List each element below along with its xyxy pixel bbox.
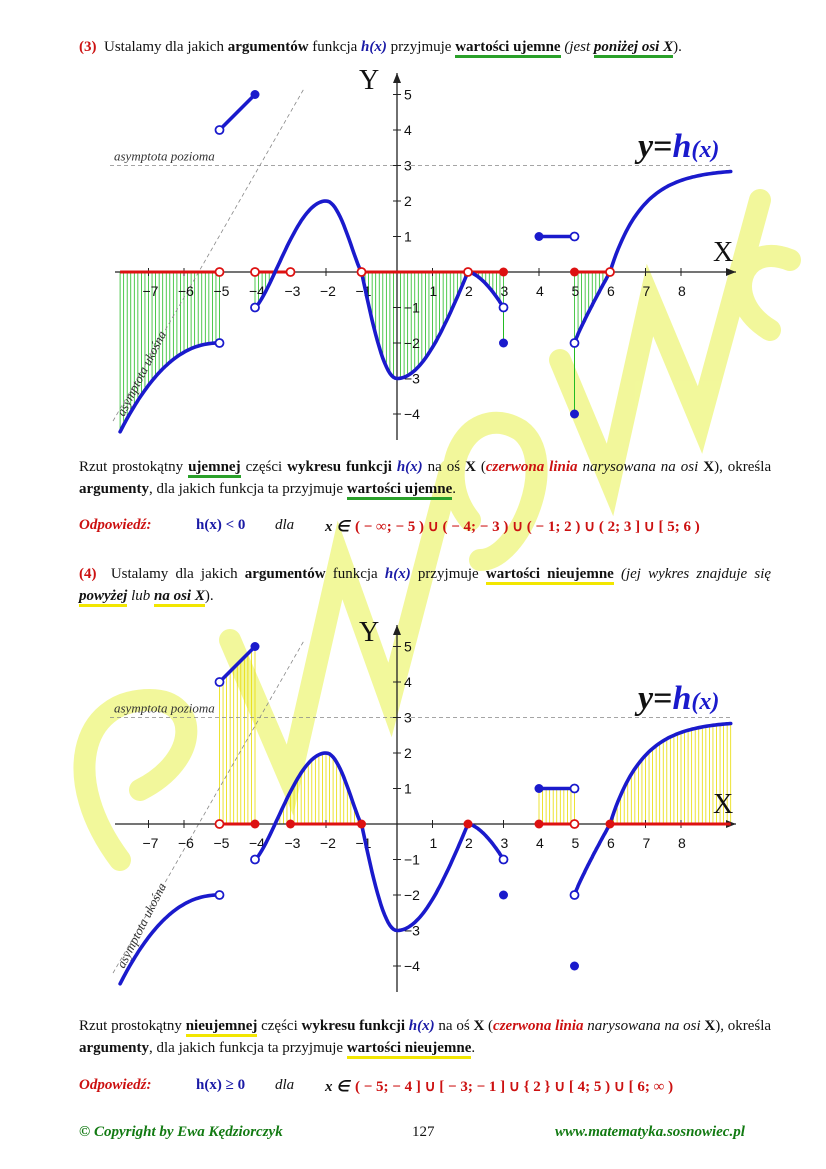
asymptote-oblique-label: asymptota ukośna bbox=[113, 880, 170, 971]
text: ), określa bbox=[715, 1018, 772, 1034]
y-tick-label: −4 bbox=[404, 958, 420, 974]
answer-inequality: h(x) < 0 bbox=[196, 517, 246, 533]
text: Rzut prostokątny bbox=[79, 1018, 182, 1034]
axis-filled-point bbox=[357, 820, 366, 829]
bold-text: X bbox=[473, 1018, 485, 1034]
y-tick-label: 1 bbox=[404, 228, 412, 245]
bold-text: wykresu funkcji bbox=[301, 1018, 406, 1034]
text: ( bbox=[480, 459, 486, 475]
graph-nonnegative bbox=[100, 617, 760, 1002]
open-point bbox=[216, 891, 224, 899]
y-tick-label: 1 bbox=[404, 780, 412, 797]
answer-label: Odpowiedź: bbox=[79, 517, 152, 533]
axis-filled-point bbox=[606, 820, 615, 829]
paren-text: lub bbox=[131, 588, 151, 604]
text: na oś bbox=[427, 459, 461, 475]
asymptote-oblique-label: asymptota ukośna bbox=[113, 328, 170, 419]
axis-filled-point bbox=[464, 820, 473, 829]
x-tick-label: 2 bbox=[465, 283, 473, 299]
function-title bbox=[634, 680, 719, 717]
x-tick-label: 8 bbox=[678, 835, 686, 851]
axis-open-point bbox=[571, 820, 579, 828]
axis-filled-point bbox=[570, 268, 579, 277]
bold-text: argumenty bbox=[79, 1040, 149, 1056]
highlight-negative: wartości ujemne bbox=[455, 39, 560, 58]
open-point bbox=[571, 785, 579, 793]
x-tick-label: 4 bbox=[536, 283, 544, 299]
title-h: h bbox=[672, 128, 692, 165]
text: ( bbox=[488, 1018, 494, 1034]
intro-bold: argumentów bbox=[244, 566, 326, 582]
curve-piece bbox=[468, 824, 504, 860]
x-tick-label: 3 bbox=[500, 283, 509, 299]
x-tick-label: 2 bbox=[465, 835, 473, 851]
section4-intro bbox=[79, 563, 771, 607]
open-point bbox=[500, 856, 508, 864]
red-text: czerwona linia bbox=[485, 459, 578, 475]
section4-explanation bbox=[79, 1015, 771, 1059]
text: , dla jakich funkcja ta przyjmuje bbox=[149, 1040, 344, 1056]
intro-text: przyjmuje bbox=[390, 39, 452, 55]
text: na oś bbox=[438, 1018, 470, 1034]
filled-point bbox=[535, 784, 544, 793]
asymptote-horizontal-label: asymptota pozioma bbox=[114, 148, 215, 164]
paren-text: (jej wykres znajduje się bbox=[620, 566, 772, 582]
intro-text: przyjmuje bbox=[417, 566, 479, 582]
bold-text: X bbox=[703, 459, 715, 475]
title-y: y bbox=[638, 128, 654, 165]
answer-inequality: h(x) ≥ 0 bbox=[196, 1077, 246, 1093]
text: części bbox=[245, 459, 283, 475]
x-tick-label: −3 bbox=[284, 283, 301, 299]
intro-bold: argumentów bbox=[227, 39, 309, 55]
paren-bold: poniżej osi X bbox=[594, 39, 673, 58]
x-axis-label: X bbox=[713, 237, 734, 268]
open-point bbox=[571, 339, 579, 347]
filled-point bbox=[535, 232, 544, 241]
paren-text: (jest bbox=[564, 39, 591, 55]
text: ), określa bbox=[714, 459, 772, 475]
text: . bbox=[452, 481, 456, 497]
answer-x: x ∈ bbox=[325, 519, 350, 535]
y-tick-label: −4 bbox=[404, 406, 420, 422]
bold-text: argumenty bbox=[79, 481, 149, 497]
y-tick-label: −3 bbox=[404, 922, 420, 939]
axis-open-point bbox=[287, 268, 295, 276]
axis-open-point bbox=[606, 268, 614, 276]
curve-piece bbox=[255, 201, 362, 308]
axis-open-point bbox=[358, 268, 366, 276]
x-tick-label: −3 bbox=[284, 835, 301, 851]
x-tick-label: −2 bbox=[320, 835, 336, 851]
paren-bold: na osi X bbox=[154, 588, 205, 607]
filled-point bbox=[570, 410, 579, 419]
y-tick-label: −2 bbox=[404, 335, 420, 351]
x-tick-label: −7 bbox=[142, 835, 159, 851]
asymptote-horizontal-label: asymptota pozioma bbox=[114, 700, 215, 716]
title-x: (x) bbox=[691, 689, 720, 715]
axis-filled-point bbox=[251, 820, 260, 829]
y-tick-label: 2 bbox=[404, 193, 412, 209]
title-h: h bbox=[672, 680, 692, 717]
x-axis-label: X bbox=[713, 789, 734, 820]
title-eq: = bbox=[653, 680, 673, 717]
open-point bbox=[251, 304, 259, 312]
x-tick-label: 5 bbox=[571, 283, 580, 299]
x-tick-label: 3 bbox=[500, 835, 509, 851]
x-tick-label: 1 bbox=[429, 283, 438, 299]
x-tick-label: −5 bbox=[213, 283, 230, 299]
y-tick-label: −2 bbox=[404, 887, 420, 903]
open-point bbox=[571, 891, 579, 899]
page-number: 127 bbox=[412, 1124, 435, 1140]
footer-url[interactable]: www.matematyka.sosnowiec.pl bbox=[555, 1124, 745, 1140]
text: , dla jakich funkcja ta przyjmuje bbox=[149, 481, 344, 497]
axis-open-point bbox=[464, 268, 472, 276]
intro-text: funkcja bbox=[312, 39, 358, 55]
x-tick-label: 7 bbox=[642, 835, 651, 851]
open-point bbox=[500, 304, 508, 312]
y-tick-label: 4 bbox=[404, 674, 412, 690]
filled-point bbox=[251, 642, 260, 651]
axis-filled-point bbox=[535, 820, 544, 829]
title-x: (x) bbox=[691, 137, 720, 163]
answer-label: Odpowiedź: bbox=[79, 1077, 152, 1093]
curve-piece bbox=[220, 95, 256, 131]
highlight: wartości ujemne bbox=[347, 481, 452, 500]
intro-text: Ustalamy dla jakich bbox=[110, 566, 238, 582]
graph-negative bbox=[100, 65, 760, 450]
x-tick-label: −4 bbox=[249, 835, 265, 851]
section3-intro bbox=[79, 36, 771, 58]
y-tick-label: −1 bbox=[404, 851, 420, 868]
title-y: y bbox=[638, 680, 654, 717]
x-tick-label: 7 bbox=[642, 283, 651, 299]
x-tick-label: −5 bbox=[213, 835, 230, 851]
x-tick-label: 1 bbox=[429, 835, 438, 851]
x-axis-arrow bbox=[726, 268, 736, 276]
x-tick-label: 6 bbox=[607, 835, 615, 851]
x-tick-label: 6 bbox=[607, 283, 615, 299]
filled-point bbox=[499, 891, 508, 900]
open-point bbox=[251, 856, 259, 864]
highlight: ujemnej bbox=[188, 459, 241, 478]
intro-text: funkcja bbox=[332, 566, 378, 582]
text: . bbox=[471, 1040, 476, 1056]
function-name: h(x) bbox=[361, 39, 387, 55]
answer-set: ( − ∞; − 5 ) ∪ ( − 4; − 3 ) ∪ ( − 1; 2 ) ∪ ( 2; 3 ] ∪ [ 5; 6 ) bbox=[355, 519, 700, 535]
y-axis-arrow bbox=[393, 625, 401, 635]
x-tick-label: 8 bbox=[678, 283, 686, 299]
paren-text: ). bbox=[204, 588, 214, 604]
x-tick-label: −1 bbox=[355, 835, 372, 851]
open-point bbox=[571, 233, 579, 241]
open-point bbox=[216, 126, 224, 134]
paren-text: ). bbox=[673, 39, 682, 55]
axis-open-point bbox=[216, 820, 224, 828]
x-tick-label: −6 bbox=[178, 283, 194, 299]
x-tick-label: 5 bbox=[571, 835, 580, 851]
section3-number: (3) bbox=[79, 39, 97, 55]
y-tick-label: 2 bbox=[404, 745, 412, 761]
function-name: h(x) bbox=[408, 1018, 435, 1034]
footer-copyright: © Copyright by Ewa Kędziorczyk bbox=[79, 1124, 283, 1140]
curve-piece bbox=[362, 824, 469, 931]
axis-open-point bbox=[251, 268, 259, 276]
section4-number: (4) bbox=[79, 566, 97, 582]
highlight: wartości nieujemne bbox=[347, 1040, 472, 1059]
y-tick-label: 5 bbox=[404, 638, 412, 655]
y-tick-label: −1 bbox=[404, 299, 420, 316]
curve-piece bbox=[575, 824, 611, 895]
x-tick-label: 4 bbox=[536, 835, 544, 851]
x-tick-label: −1 bbox=[355, 283, 372, 299]
answer-dla: dla bbox=[275, 517, 295, 533]
filled-point bbox=[499, 339, 508, 348]
axis-filled-point bbox=[286, 820, 295, 829]
y-axis-label: Y bbox=[359, 617, 380, 648]
function-name: h(x) bbox=[396, 459, 423, 475]
highlight-nonnegative: wartości nieujemne bbox=[486, 566, 614, 585]
bold-text: X bbox=[704, 1018, 716, 1034]
answer-set: ( − 5; − 4 ] ∪ [ − 3; − 1 ] ∪ { 2 } ∪ [ 4; 5 ) ∪ [ 6; ∞ ) bbox=[355, 1079, 674, 1095]
open-point bbox=[216, 339, 224, 347]
red-text: czerwona linia bbox=[493, 1018, 584, 1034]
y-tick-label: 5 bbox=[404, 86, 412, 103]
filled-point bbox=[570, 962, 579, 971]
intro-text: Ustalamy dla jakich bbox=[104, 39, 224, 55]
x-tick-label: −2 bbox=[320, 283, 336, 299]
bold-text: X bbox=[465, 459, 476, 475]
y-tick-label: −3 bbox=[404, 370, 420, 387]
y-tick-label: 3 bbox=[404, 709, 412, 726]
text: części bbox=[261, 1018, 298, 1034]
italic-text: narysowana na osi bbox=[587, 1018, 701, 1034]
section3-explanation bbox=[79, 456, 771, 500]
y-tick-label: 3 bbox=[404, 157, 412, 174]
open-point bbox=[216, 678, 224, 686]
x-tick-label: −6 bbox=[178, 835, 194, 851]
answer-dla: dla bbox=[275, 1077, 295, 1093]
x-tick-label: −4 bbox=[249, 283, 265, 299]
answer-x: x ∈ bbox=[325, 1079, 350, 1095]
title-eq: = bbox=[653, 128, 673, 165]
axis-open-point bbox=[216, 268, 224, 276]
text: Rzut prostokątny bbox=[79, 459, 184, 475]
y-axis-label: Y bbox=[359, 65, 380, 96]
highlight: nieujemnej bbox=[186, 1018, 258, 1037]
paren-bold: powyżej bbox=[79, 588, 127, 607]
filled-point bbox=[251, 90, 260, 99]
y-tick-label: 4 bbox=[404, 122, 412, 138]
x-tick-label: −7 bbox=[142, 283, 159, 299]
function-title bbox=[634, 128, 719, 165]
italic-text: narysowana na osi bbox=[582, 459, 699, 475]
function-name: h(x) bbox=[384, 566, 411, 582]
bold-text: wykresu funkcji bbox=[287, 459, 392, 475]
y-axis-arrow bbox=[393, 73, 401, 83]
axis-filled-point bbox=[499, 268, 508, 277]
